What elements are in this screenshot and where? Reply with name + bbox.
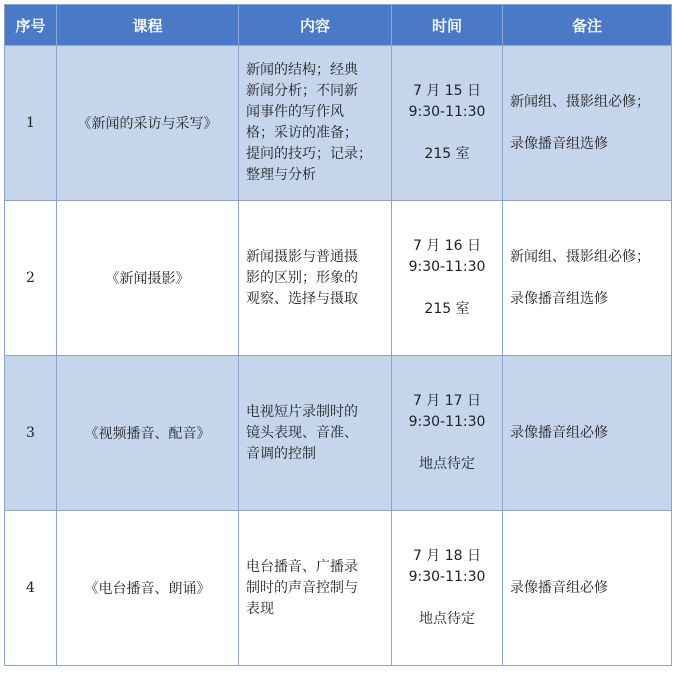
row-number: 1 xyxy=(5,46,57,201)
content-line: 提问的技巧；记录； xyxy=(246,146,372,162)
course-schedule-table xyxy=(4,4,672,666)
row-number: 2 xyxy=(5,201,57,356)
row-number: 3 xyxy=(5,356,57,511)
content-line: 观察、选择与摄取 xyxy=(246,290,358,307)
row-number: 4 xyxy=(5,511,57,666)
note-line: 录像播音组必修 xyxy=(510,579,608,596)
table-row xyxy=(5,46,672,201)
content-line: 音调的控制 xyxy=(246,445,316,462)
course-place: 地点待定 xyxy=(419,456,475,472)
content-line: 闻事件的写作风 xyxy=(246,104,344,120)
course-hours: 9:30-11:30 xyxy=(408,104,486,120)
course-date: 7 月 18 日 xyxy=(412,548,482,564)
course-note xyxy=(503,356,672,511)
table-row xyxy=(5,201,672,356)
course-hours: 9:30-11:30 xyxy=(408,259,486,275)
course-note xyxy=(503,201,672,356)
content-line: 镜头表现、音准、 xyxy=(246,424,358,441)
course-date: 7 月 17 日 xyxy=(412,393,482,409)
content-line: 电台播音、广播录 xyxy=(246,558,358,575)
course-place: 215 室 xyxy=(424,146,470,162)
course-time xyxy=(392,511,503,666)
course-name: 《新闻摄影》 xyxy=(57,201,239,356)
course-note xyxy=(503,511,672,666)
content-line: 制时的声音控制与 xyxy=(246,579,358,596)
course-content xyxy=(239,356,392,511)
content-line: 整理与分析 xyxy=(246,167,316,183)
course-place: 215 室 xyxy=(424,301,470,317)
header-content: 内容 xyxy=(239,5,392,46)
header-time: 时间 xyxy=(392,5,503,46)
course-content xyxy=(239,46,392,201)
course-note xyxy=(503,46,672,201)
note-line: 新闻组、摄影组必修； xyxy=(510,248,650,265)
note-line: 录像播音组必修 xyxy=(510,424,608,441)
course-time xyxy=(392,46,503,201)
course-name: 《新闻的采访与采写》 xyxy=(57,46,239,201)
content-line: 电视短片录制时的 xyxy=(246,403,358,420)
content-line: 新闻分析；不同新 xyxy=(246,83,358,99)
course-hours: 9:30-11:30 xyxy=(408,414,486,430)
header-course: 课程 xyxy=(57,5,239,46)
course-time xyxy=(392,356,503,511)
content-line: 格；采访的准备； xyxy=(246,125,358,141)
course-date: 7 月 15 日 xyxy=(412,83,482,99)
content-line: 新闻的结构；经典 xyxy=(246,62,358,78)
course-content xyxy=(239,511,392,666)
header-no: 序号 xyxy=(5,5,57,46)
header-row xyxy=(5,5,672,46)
content-line: 表现 xyxy=(246,600,274,617)
course-name: 《视频播音、配音》 xyxy=(57,356,239,511)
course-place: 地点待定 xyxy=(419,611,475,627)
course-time xyxy=(392,201,503,356)
table-row xyxy=(5,511,672,666)
course-date: 7 月 16 日 xyxy=(412,238,482,254)
table-row xyxy=(5,356,672,511)
course-name: 《电台播音、朗诵》 xyxy=(57,511,239,666)
note-line: 录像播音组选修 xyxy=(510,135,608,152)
content-line: 影的区别；形象的 xyxy=(246,269,358,286)
course-hours: 9:30-11:30 xyxy=(408,569,486,585)
content-line: 新闻摄影与普通摄 xyxy=(246,248,358,265)
course-content xyxy=(239,201,392,356)
note-line: 新闻组、摄影组必修； xyxy=(510,93,650,110)
note-line: 录像播音组选修 xyxy=(510,290,608,307)
header-note: 备注 xyxy=(503,5,672,46)
